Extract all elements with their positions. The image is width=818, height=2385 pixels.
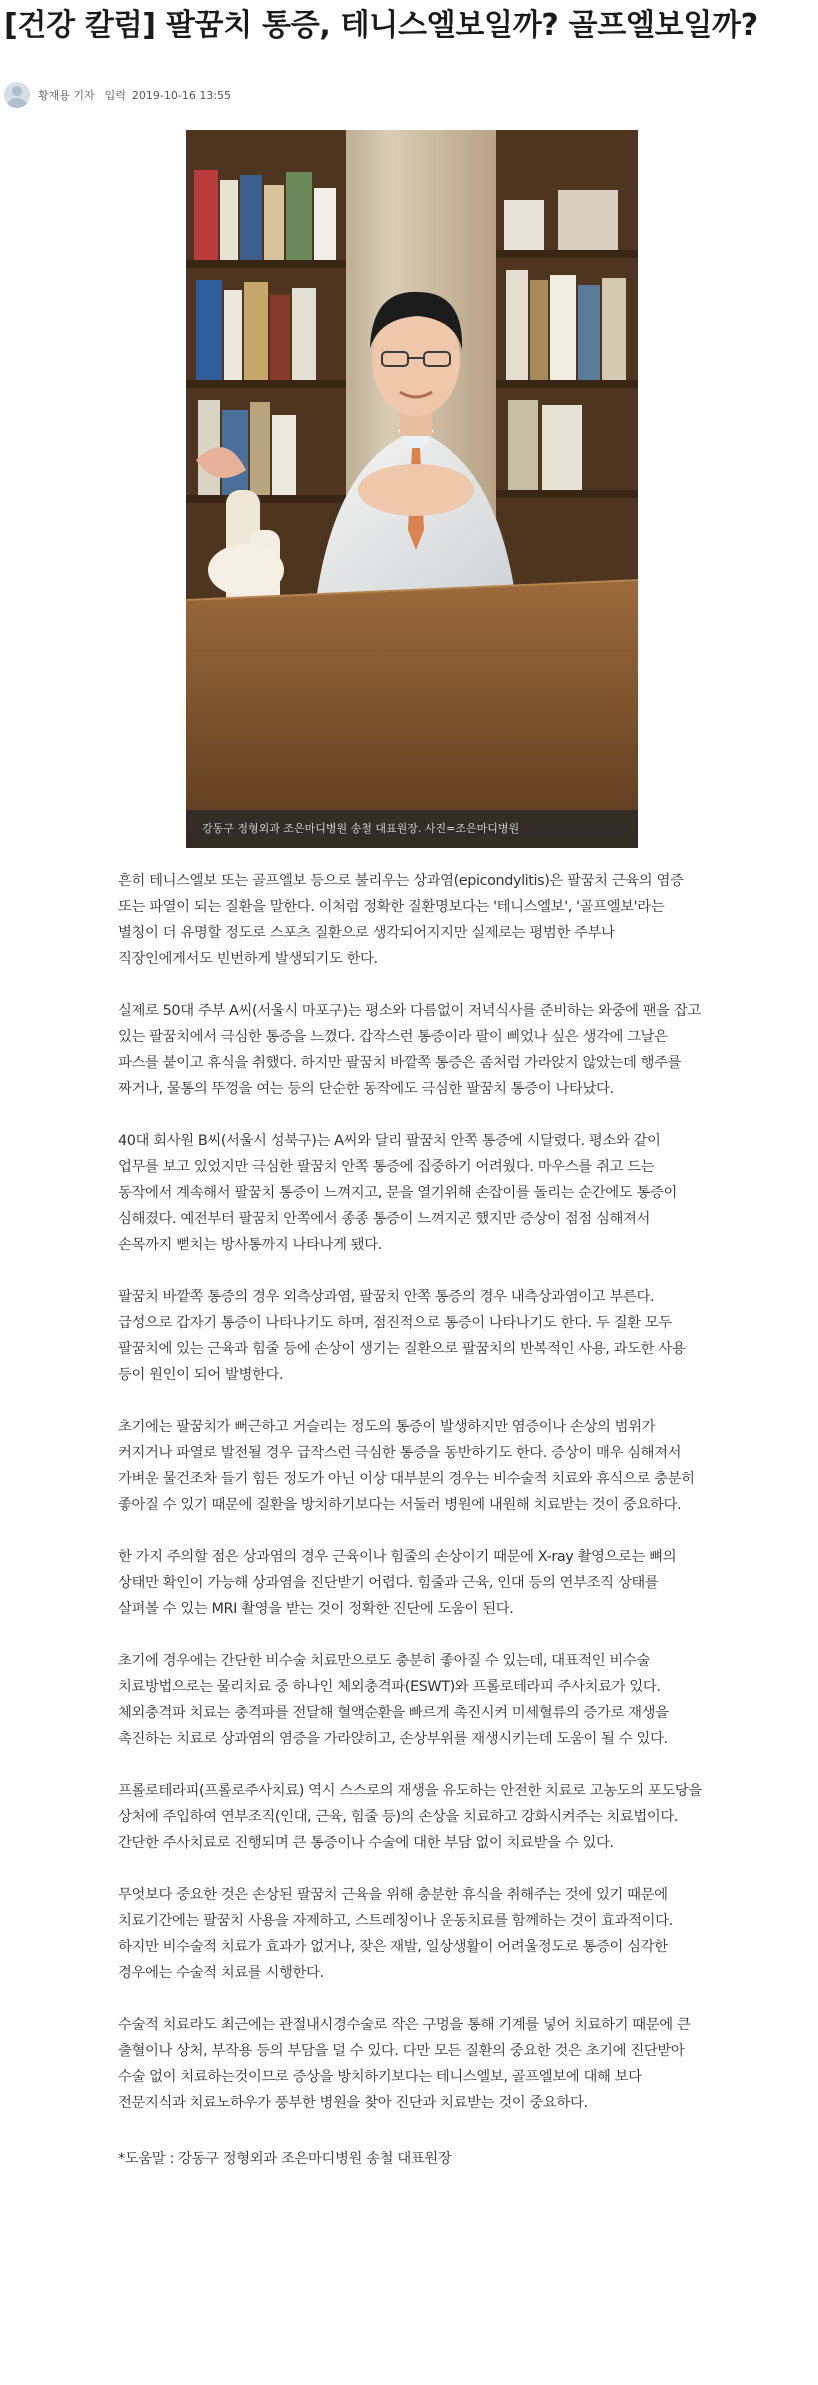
byline	[4, 80, 231, 110]
paragraph: 프롤로테라피(프롤로주사치료) 역시 스스로의 재생을 유도하는 안전한 치료로 고농도의 포도당을 상처에 주입하여 연부조직(인대, 근육, 힘줄 등)의 손상을 치료하고 강화시켜주는 치료법이다. 간단한 주사치료로 진행되며 큰 통증이나 수술에 대한 부담 없이 치료받을 수 있다.	[118, 1783, 702, 1851]
paragraph: 팔꿈치 바깥쪽 통증의 경우 외측상과염, 팔꿈치 안쪽 통증의 경우 내측상과염이고 부른다. 급성으로 갑자기 통증이 나타나기도 하며, 점진적으로 통증이 나타나기도 한다. 두 질환 모두 팔꿈치에 있는 근육과 힘줄 등에 손상이 생기는 질환으로 팔꿈치의 반복적인 사용, 과도한 사용 등이 원인이 되어 발병한다.	[118, 1289, 686, 1383]
paragraph: 수술적 치료라도 최근에는 관절내시경수술로 작은 구멍을 통해 기계를 넣어 치료하기 때문에 큰 출혈이나 상처, 부작용 등의 부담을 덜 수 있다. 다만 모든 질환의 중요한 것은 초기에 진단받아 수술 없이 치료하는것이므로 증상을 방치하기보다는 테니스엘보, 골프엘보에 대해 보다 전문지식과 치료노하우가 풍부한 병원을 찾아 진단과 치료받는 것이 중요하다.	[118, 2017, 691, 2111]
paragraph: 실제로 50대 주부 A씨(서울시 마포구)는 평소와 다름없이 저녁식사를 준비하는 와중에 팬을 잡고 있는 팔꿈치에서 극심한 통증을 느꼈다. 갑작스런 통증이라 팔이 삐었나 싶은 생각에 그날은 파스를 붙이고 휴식을 취했다. 하지만 팔꿈치 바깥쪽 통증은 좀처럼 가라앉지 않았는데 행주를 짜거나, 물통의 뚜껑을 여는 등의 단순한 동작에도 극심한 팔꿈치 통증이 나타났다.	[118, 1003, 701, 1097]
article-credit: *도움말 : 강동구 정형외과 조은마디병원 송철 대표원장	[118, 2151, 452, 2167]
photo-caption: 강동구 정형외과 조은마디병원 송철 대표원장. 사진=조은마디병원	[186, 810, 638, 848]
reporter-name[interactable]: 황재용 기자	[38, 89, 95, 102]
paragraph: 초기에 경우에는 간단한 비수술 치료만으로도 충분히 좋아질 수 있는데, 대표적인 비수술 치료방법으로는 물리치료 중 하나인 체외충격파(ESWT)와 프롤로테라피 주사치료가 있다. 체외충격파 치료는 충격파를 전달해 혈액순환을 빠르게 촉진시켜 미세혈류의 증가로 재생을 촉진하는 치료로 상과염의 염증을 가라앉히고, 손상부위를 재생시키는데 도움이 될 수 있다.	[118, 1653, 669, 1747]
paragraph: 한 가지 주의할 점은 상과염의 경우 근육이나 힘줄의 손상이기 때문에 X-ray 촬영으로는 뼈의 상태만 확인이 가능해 상과염을 진단받기 어렵다. 힘줄과 근육, 인대 등의 연부조직 상태를 살펴볼 수 있는 MRI 촬영을 받는 것이 정확한 진단에 도움이 된다.	[118, 1549, 677, 1617]
reporter-avatar-icon	[4, 82, 30, 108]
doctor-portrait-illustration	[186, 130, 638, 848]
date-label: 입력	[104, 89, 126, 102]
paragraph: 40대 회사원 B씨(서울시 성북구)는 A씨와 달리 팔꿈치 안쪽 통증에 시달렸다. 평소와 같이 업무를 보고 있었지만 극심한 팔꿈치 안쪽 통증에 집중하기 어려웠다. 마우스를 쥐고 드는 동작에서 계속해서 팔꿈치 통증이 느껴지고, 문을 열기위해 손잡이를 돌리는 순간에도 통증이 심해졌다. 예전부터 팔꿈치 안쪽에서 종종 통증이 느껴지곤 했지만 증상이 점점 심해져서 손목까지 뻗치는 방사통까지 나타나게 됐다.	[118, 1133, 677, 1253]
paragraph: 흔히 테니스엘보 또는 골프엘보 등으로 불리우는 상과염(epicondylitis)은 팔꿈치 근육의 염증 또는 파열이 되는 질환을 말한다. 이처럼 정확한 질환명보다는 '테니스엘보', '골프엘보'라는 별칭이 더 유명할 정도로 스포츠 질환으로 생각되어지지만 실제로는 평범한 주부나 직장인에게서도 빈번하게 발생되기도 한다.	[118, 873, 684, 967]
paragraph: 초기에는 팔꿈치가 뻐근하고 거슬리는 정도의 통증이 발생하지만 염증이나 손상의 범위가 커지거나 파열로 발전될 경우 급작스런 극심한 통증을 동반하기도 한다. 증상이 매우 심해져서 가벼운 물건조차 들기 힘든 정도가 아닌 이상 대부분의 경우는 비수술적 치료와 휴식으로 충분히 좋아질 수 있기 때문에 질환을 방치하기보다는 서둘러 병원에 내원해 치료받는 것이 중요하다.	[118, 1419, 695, 1513]
article-photo	[186, 130, 638, 848]
article-title: [건강 칼럼] 팔꿈치 통증, 테니스엘보일까? 골프엘보일까?	[4, 8, 758, 43]
publish-date: 2019-10-16 13:55	[131, 88, 232, 102]
article-body	[118, 868, 702, 2198]
paragraph: 무엇보다 중요한 것은 손상된 팔꿈치 근육을 위해 충분한 휴식을 취해주는 것에 있기 때문에 치료기간에는 팔꿈치 사용을 자제하고, 스트레칭이나 운동치료를 함께하는 것이 효과적이다. 하지만 비수술적 치료가 효과가 없거나, 잦은 재발, 일상생활이 어려울정도로 통증이 심각한 경우에는 수술적 치료를 시행한다.	[118, 1887, 673, 1981]
